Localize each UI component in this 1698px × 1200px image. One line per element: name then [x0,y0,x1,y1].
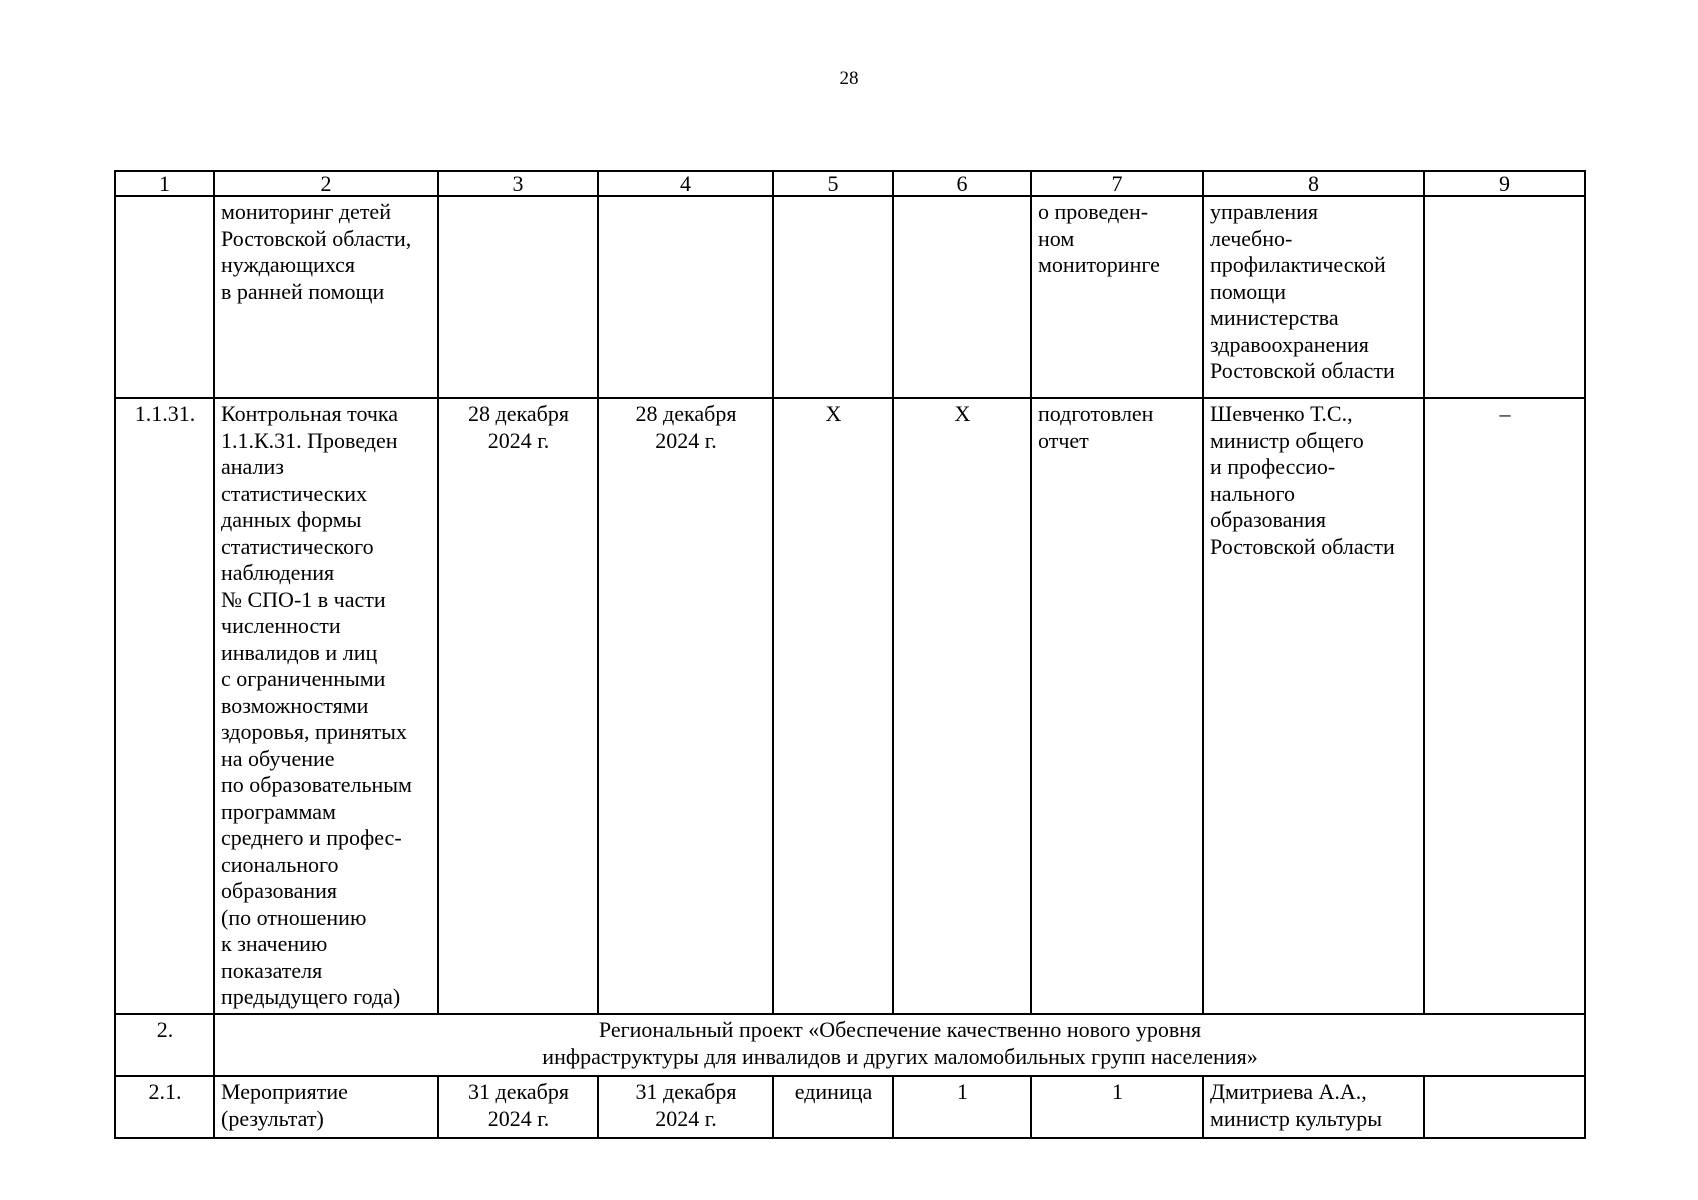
column-number: 4 [598,171,773,196]
item-description-cell: Мероприятие (результат) [214,1076,438,1138]
start-date-cell: 28 декабря 2024 г. [438,398,598,1014]
value-cell: X [893,398,1031,1014]
unit-cell: единица [773,1076,893,1138]
value-cell [893,196,1031,398]
responsible-cell: управления лечебно- профилактической помощи министерства здравоохранения Ростовской области [1203,196,1424,398]
column-number: 5 [773,171,893,196]
end-date-cell: 28 декабря 2024 г. [598,398,773,1014]
note-cell [1424,196,1585,398]
column-number: 7 [1031,171,1203,196]
item-number-cell: 2.1. [115,1076,214,1138]
column-number: 2 [214,171,438,196]
unit-cell [773,196,893,398]
section-row [115,1014,1585,1076]
item-number-cell: 1.1.31. [115,398,214,1014]
note-cell: – [1424,398,1585,1014]
unit-cell: X [773,398,893,1014]
table-row [115,1076,1585,1138]
note-cell [1424,1076,1585,1138]
table-row [115,196,1585,398]
column-number: 3 [438,171,598,196]
page-number: 28 [839,68,859,89]
result-cell: о проведен- ном мониторинге [1031,196,1203,398]
column-number: 1 [115,171,214,196]
column-number-row [115,171,1585,196]
responsible-cell: Шевченко Т.С., министр общего и профессио- нального образования Ростовской области [1203,398,1424,1014]
start-date-cell: 31 декабря 2024 г. [438,1076,598,1138]
item-number-cell [115,196,214,398]
result-cell: подготовлен отчет [1031,398,1203,1014]
value-cell: 1 [893,1076,1031,1138]
value-cell: 1 [1031,1076,1203,1138]
item-description-cell: Контрольная точка 1.1.К.31. Проведен анализ статистических данных формы статистического наблюдения № СПО-1 в части численности инвалидов и лиц с ограниченными возможностями здоровья, принятых на обучение по образовательным программам среднего и профес- сионального образования (по отношению к значению показателя предыдущего года) [214,398,438,1014]
column-number: 9 [1424,171,1585,196]
section-title: Региональный проект «Обеспечение качественно нового уровня инфраструктуры для инвалидов и других маломобильных групп населения» [214,1014,1585,1076]
item-number-cell: 2. [115,1014,214,1076]
end-date-cell [598,196,773,398]
plan-table [114,170,1586,1139]
start-date-cell [438,196,598,398]
table-row [115,398,1585,1014]
end-date-cell: 31 декабря 2024 г. [598,1076,773,1138]
item-description-cell: мониторинг детей Ростовской области, нуждающихся в ранней помощи [214,196,438,398]
column-number: 8 [1203,171,1424,196]
column-number: 6 [893,171,1031,196]
responsible-cell: Дмитриева А.А., министр культуры [1203,1076,1424,1138]
